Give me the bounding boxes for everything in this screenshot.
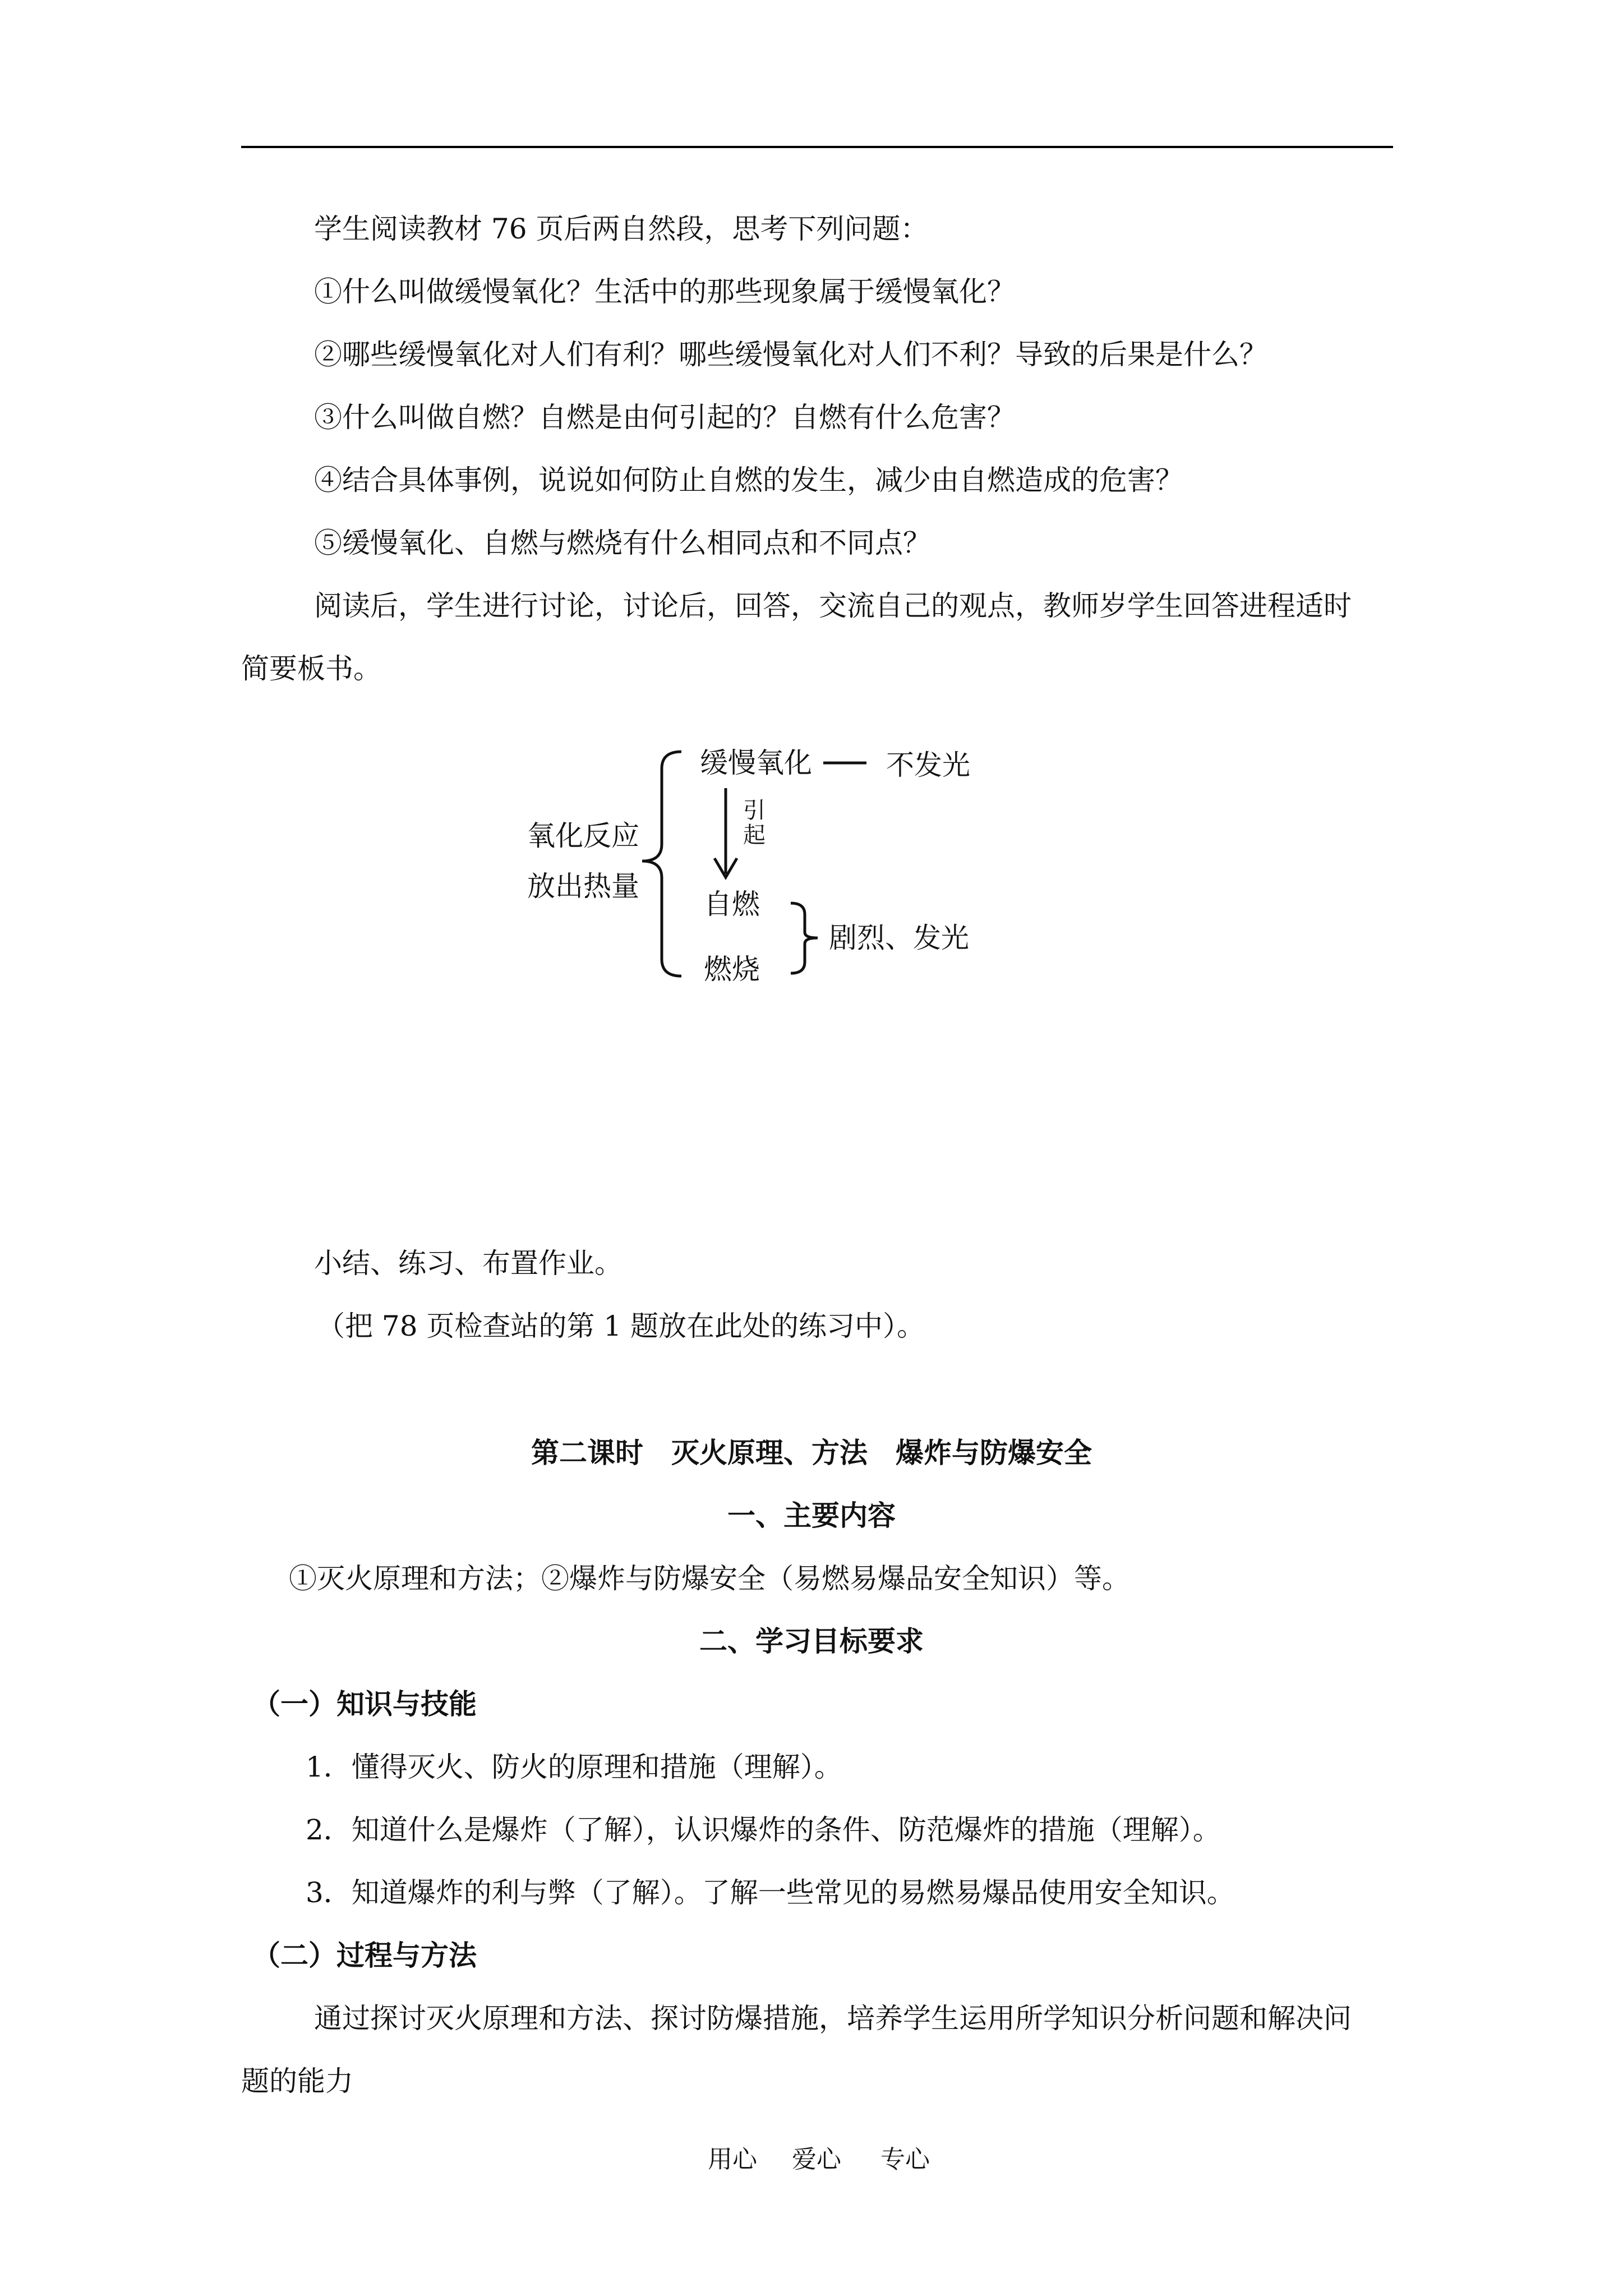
subheading-process-method: （二）过程与方法 xyxy=(252,1939,477,1972)
process-line-1: 通过探讨灭火原理和方法、探讨防爆措施，培养学生运用所学知识分析问题和解决问 xyxy=(314,2002,1352,2035)
goal-item-2: 2．知道什么是爆炸（了解），认识爆炸的条件、防范爆炸的措施（理解）。 xyxy=(306,1814,1221,1846)
question-1: ①什么叫做缓慢氧化？生活中的那些现象属于缓慢氧化？ xyxy=(314,275,1015,308)
footer-word-1: 用心 xyxy=(708,2145,757,2174)
lesson-title: 第二课时 灭火原理、方法 爆炸与防爆安全 xyxy=(531,1436,1092,1469)
section-heading-goals: 二、学习目标要求 xyxy=(699,1625,924,1658)
arrow-label-2: 起 xyxy=(743,822,766,848)
autoignition-label: 自燃 xyxy=(704,888,760,921)
summary-line-2: （把 78 页检查站的第 1 题放在此处的练习中）。 xyxy=(317,1310,925,1342)
question-5: ⑤缓慢氧化、自燃与燃烧有什么相同点和不同点？ xyxy=(314,527,931,559)
discussion-line-1: 阅读后，学生进行讨论，讨论后，回答，交流自己的观点，教师岁学生回答进程适时 xyxy=(314,590,1352,622)
footer-word-3: 专心 xyxy=(880,2145,930,2174)
left-label-1: 氧化反应 xyxy=(527,820,639,852)
process-line-2: 题的能力 xyxy=(241,2065,353,2097)
question-4: ④结合具体事例，说说如何防止自燃的发生，减少由自燃造成的危害？ xyxy=(314,464,1183,496)
main-content-text: ①灭火原理和方法；②爆炸与防爆安全（易燃易爆品安全知识）等。 xyxy=(289,1562,1130,1595)
question-2: ②哪些缓慢氧化对人们有利？哪些缓慢氧化对人们不利？导致的后果是什么？ xyxy=(314,338,1267,371)
intro-line: 学生阅读教材 76 页后两自然段，思考下列问题： xyxy=(314,213,929,245)
goal-item-3: 3．知道爆炸的利与弊（了解）。了解一些常见的易燃易爆品使用安全知识。 xyxy=(306,1876,1235,1909)
left-brace xyxy=(642,752,681,976)
oxidation-diagram xyxy=(505,740,1009,999)
header-rule xyxy=(241,146,1393,148)
no-light-label: 不发光 xyxy=(886,749,970,781)
right-brace xyxy=(791,903,818,973)
arrow-label-1: 引 xyxy=(743,798,766,823)
subheading-knowledge-skills: （一）知识与技能 xyxy=(252,1687,477,1720)
section-heading-main-content: 一、主要内容 xyxy=(727,1499,896,1532)
left-label-2: 放出热量 xyxy=(527,870,639,903)
footer-word-2: 爱心 xyxy=(792,2145,841,2174)
goal-item-1: 1．懂得灭火、防火的原理和措施（理解）。 xyxy=(306,1751,842,1783)
intense-light-label: 剧烈、发光 xyxy=(829,922,969,954)
combustion-label: 燃烧 xyxy=(704,953,760,986)
discussion-line-2: 简要板书。 xyxy=(241,652,381,685)
slow-oxidation-label: 缓慢氧化 xyxy=(700,747,812,779)
question-3: ③什么叫做自燃？自燃是由何引起的？自燃有什么危害？ xyxy=(314,401,1015,434)
summary-line-1: 小结、练习、布置作业。 xyxy=(314,1247,623,1280)
